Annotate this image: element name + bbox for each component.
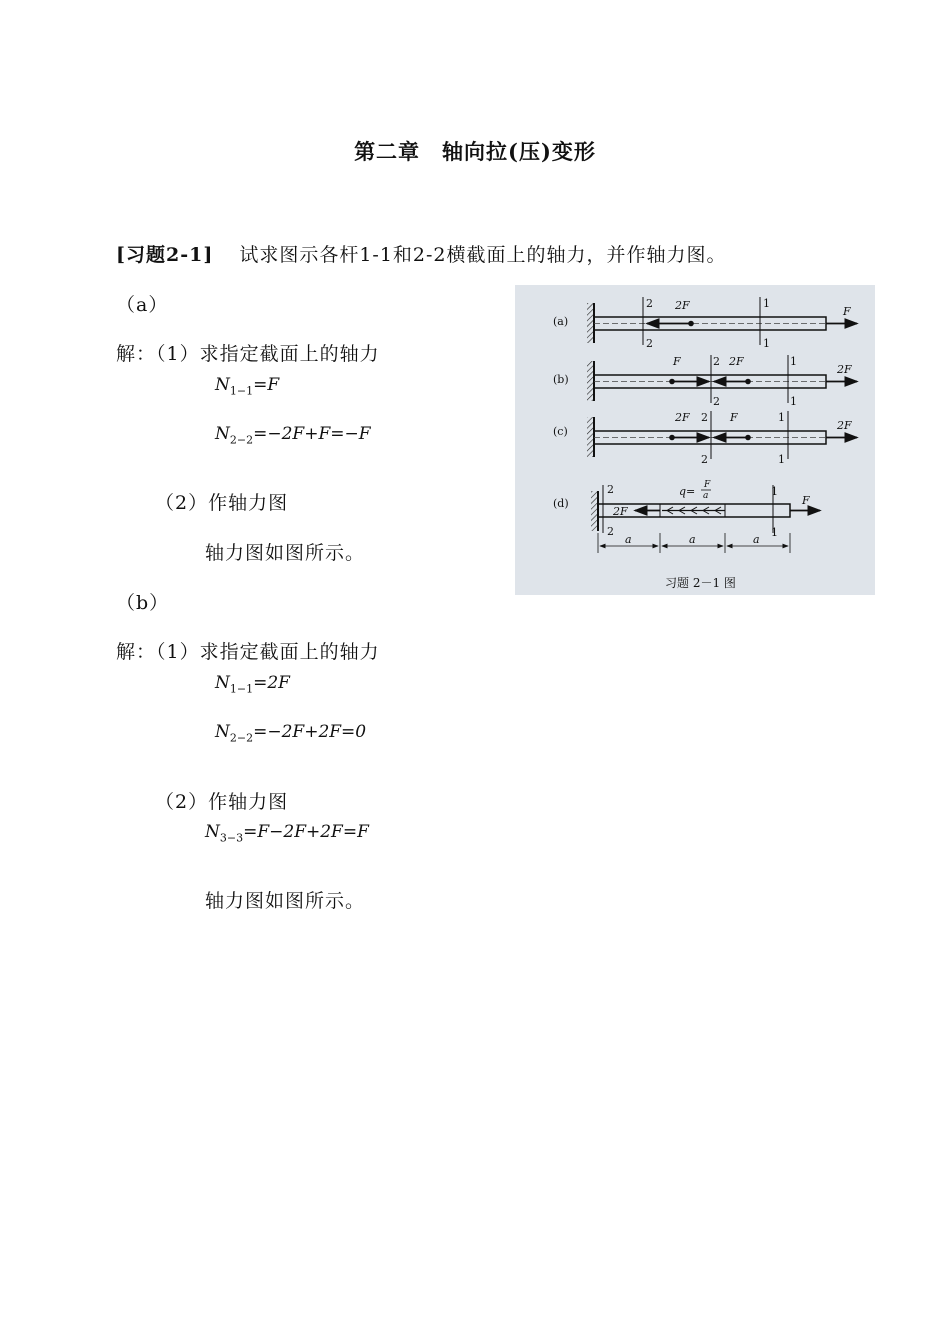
q-denominator: a xyxy=(703,491,709,501)
load-label: 2F xyxy=(613,505,628,518)
figure-caption: 习题 2－1 图 xyxy=(665,576,736,590)
part-a-label: （a） xyxy=(116,294,169,316)
eq-symbol: N xyxy=(215,722,230,742)
eq-rhs: =−2F+F=−F xyxy=(253,424,371,444)
fixed-support xyxy=(587,417,594,457)
dimension-label: a xyxy=(689,533,696,546)
section-label: 2 xyxy=(701,453,708,466)
chapter-title: 第二章 轴向拉(压)变形 xyxy=(354,139,596,164)
part-a-step2: （2）作轴力图 xyxy=(155,492,289,514)
load-label: 2F xyxy=(675,299,690,312)
figure-diagram xyxy=(515,285,875,595)
eq-subscript: 1−1 xyxy=(229,682,254,696)
part-a-eq1 xyxy=(215,375,279,397)
section-label: 2 xyxy=(607,483,614,496)
part-a-eq2 xyxy=(215,424,371,446)
section-label: 2 xyxy=(646,337,653,350)
section-label: 1 xyxy=(778,411,785,424)
load-label: F xyxy=(802,494,810,507)
problem-header xyxy=(116,240,727,267)
load-point xyxy=(745,379,751,385)
eq-symbol: N xyxy=(215,673,230,693)
section-label: 1 xyxy=(790,355,797,368)
eq-rhs: =−2F+2F=0 xyxy=(253,722,367,742)
eq-symbol: N xyxy=(215,424,230,444)
part-b-eq2 xyxy=(215,722,366,744)
panel-b xyxy=(553,355,857,408)
part-b-step1: 解：（1）求指定截面上的轴力 xyxy=(116,641,380,663)
load-label: 2F xyxy=(837,363,852,376)
section-label: 2 xyxy=(607,525,614,538)
load-label: F xyxy=(730,411,738,424)
part-a-note: 轴力图如图所示。 xyxy=(205,542,366,564)
fixed-support xyxy=(591,491,598,531)
eq-subscript: 2−2 xyxy=(229,731,254,745)
bar xyxy=(594,431,826,444)
eq-rhs: =F−2F+2F=F xyxy=(243,822,369,842)
load-point xyxy=(669,379,675,385)
eq-rhs: =F xyxy=(253,375,280,395)
section-label: 1 xyxy=(763,297,770,310)
fixed-support xyxy=(587,361,594,401)
panel-a xyxy=(553,297,857,350)
eq-subscript: 2−2 xyxy=(229,433,254,447)
section-label: 1 xyxy=(790,395,797,408)
section-label: 1 xyxy=(763,337,770,350)
load-point xyxy=(688,321,694,327)
panel-label: (a) xyxy=(553,315,569,328)
q-numerator: F xyxy=(704,480,711,490)
section-label: 2 xyxy=(646,297,653,310)
section-label: 1 xyxy=(778,453,785,466)
part-a-step1: 解：（1）求指定截面上的轴力 xyxy=(116,343,380,365)
q-label: q= xyxy=(679,485,696,498)
panel-d xyxy=(553,480,820,553)
section-label: 1 xyxy=(771,485,778,498)
panel-label: (c) xyxy=(553,425,568,438)
eq-subscript: 3−3 xyxy=(219,831,244,845)
problem-figure xyxy=(515,285,875,595)
panel-label: (d) xyxy=(553,497,569,510)
eq-rhs: =2F xyxy=(253,673,290,693)
section-label: 2 xyxy=(713,395,720,408)
load-point xyxy=(669,435,675,441)
dimension-label: a xyxy=(753,533,760,546)
part-b-eq1 xyxy=(215,673,290,695)
section-label: 2 xyxy=(701,411,708,424)
part-b-step2: （2）作轴力图 xyxy=(155,791,289,813)
section-label: 2 xyxy=(713,355,720,368)
load-label: 2F xyxy=(837,419,852,432)
problem-label: [习题2-1] xyxy=(116,244,214,266)
eq-symbol: N xyxy=(215,375,230,395)
load-label: F xyxy=(843,305,851,318)
eq-subscript: 1−1 xyxy=(229,384,254,398)
load-label: 2F xyxy=(675,411,690,424)
fixed-support xyxy=(587,303,594,343)
panel-label: (b) xyxy=(553,373,569,386)
part-b-note: 轴力图如图所示。 xyxy=(205,890,366,912)
part-b-label: （b） xyxy=(116,592,170,614)
bar xyxy=(594,317,826,330)
problem-text: 试求图示各杆1-1和2-2横截面上的轴力，并作轴力图。 xyxy=(239,244,727,266)
eq-symbol: N xyxy=(205,822,220,842)
panel-c xyxy=(553,411,857,466)
load-point xyxy=(745,435,751,441)
section-label: 1 xyxy=(771,526,778,539)
part-b-eq3 xyxy=(205,822,369,844)
load-label: F xyxy=(673,355,681,368)
bar xyxy=(594,375,826,388)
load-label: 2F xyxy=(729,355,744,368)
dimension-label: a xyxy=(625,533,632,546)
